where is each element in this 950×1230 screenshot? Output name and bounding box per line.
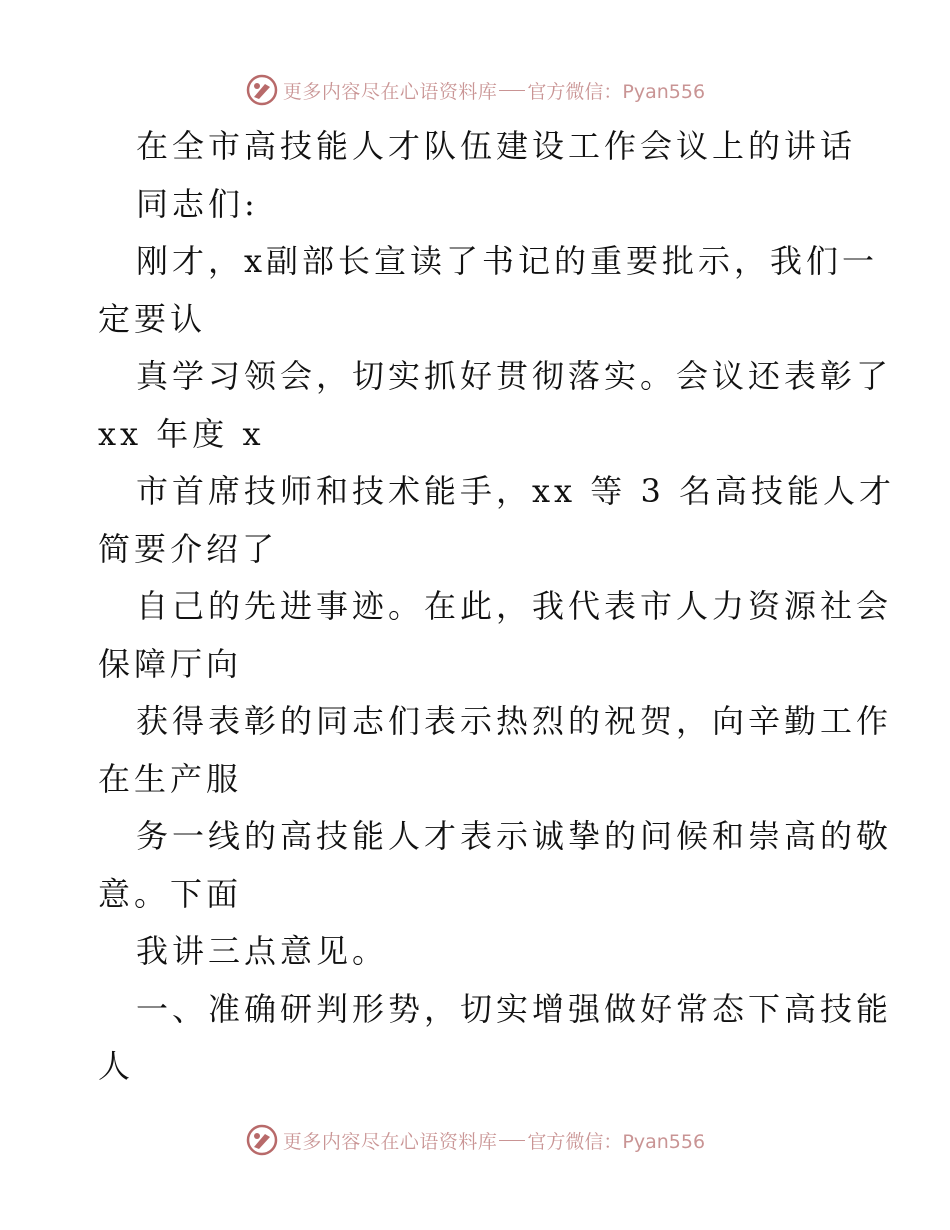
banner-wechat: 官方微信：Pyan556 <box>527 1130 706 1153</box>
text-line: 获得表彰的同志们表示热烈的祝贺，向辛勤工作 <box>136 702 893 740</box>
banner-dash <box>499 1140 525 1141</box>
banner-dash <box>499 90 525 91</box>
text-line: 我讲三点意见。 <box>136 932 389 970</box>
text-line: 在生产服 <box>98 759 243 798</box>
text-line: 刚才，x副部长宣读了书记的重要批示，我们一 <box>136 242 879 280</box>
text-line: 简要介绍了 <box>98 529 279 568</box>
text-line: 务一线的高技能人才表示诚挚的问候和崇高的敬 <box>136 817 893 855</box>
logo-icon <box>245 1123 279 1157</box>
footer-banner <box>0 1120 950 1160</box>
text-line: xx 年度 x <box>98 414 265 453</box>
header-banner <box>0 70 950 110</box>
text-line: 在全市高技能人才队伍建设工作会议上的讲话 <box>136 127 857 165</box>
document-body <box>98 118 895 1096</box>
text-line: 市首席技师和技术能手，xx 等 3 名高技能人才 <box>136 472 895 510</box>
text-line: 人 <box>98 1047 135 1085</box>
text-line: 同志们: <box>136 184 259 223</box>
banner-text: 更多内容尽在心语资料库 <box>282 1130 498 1153</box>
banner-wechat: 官方微信：Pyan556 <box>527 80 706 103</box>
text-line: 一、准确研判形势，切实增强做好常态下高技能 <box>136 989 893 1028</box>
banner-text: 更多内容尽在心语资料库 <box>282 80 498 103</box>
text-line: 自己的先进事迹。在此，我代表市人力资源社会 <box>136 587 893 625</box>
text-line: 定要认 <box>98 299 207 338</box>
text-line: 保障厅向 <box>98 644 243 683</box>
text-line: 真学习领会，切实抓好贯彻落实。会议还表彰了 <box>136 357 893 395</box>
logo-icon <box>245 73 279 107</box>
text-line: 意。下面 <box>98 874 243 913</box>
